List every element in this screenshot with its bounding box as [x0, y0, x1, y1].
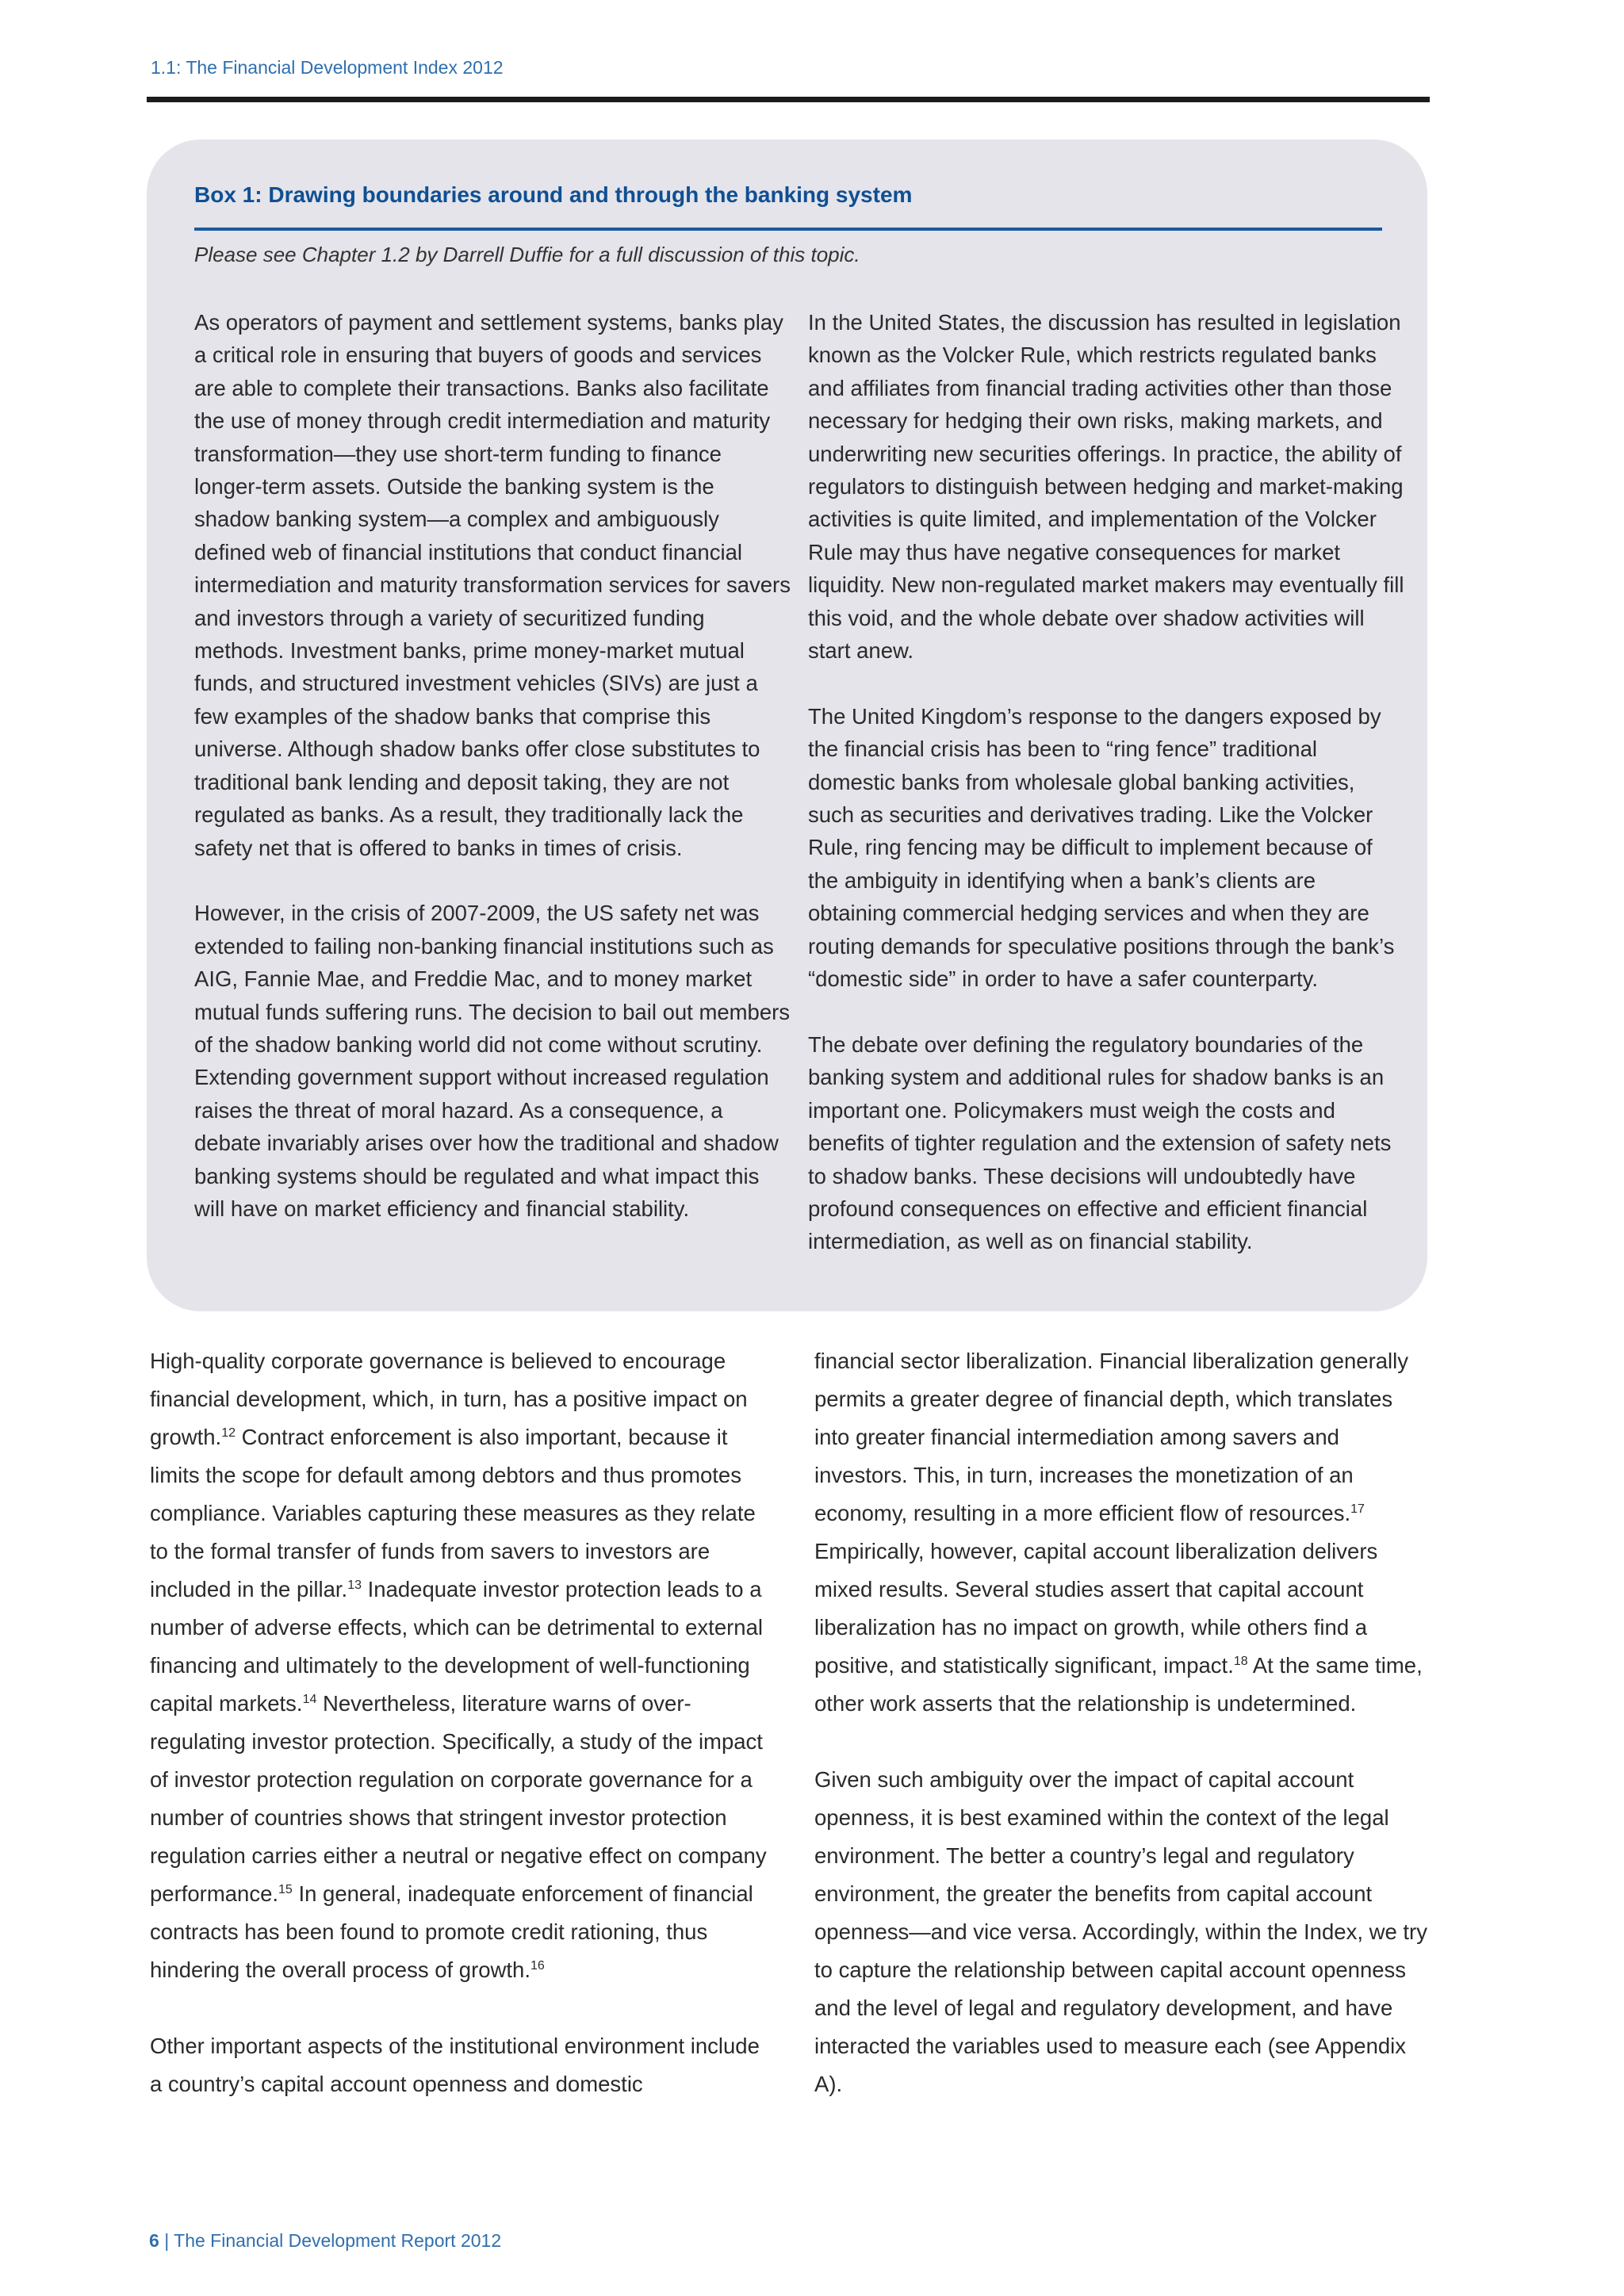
footnote-ref: 12: [221, 1425, 236, 1440]
text-run: Inadequate investor protection leads to a number of adverse effects, which can be detrimental to external financing and ultimately to the development of well-functioning capital markets.: [150, 1577, 763, 1716]
text-run: Contract enforcement is also important, because it limits the scope for default among debtors and thus promotes compliance. Variables capturing these measures as they relate to the formal transfer of funds from savers to investors are included in the pillar.: [150, 1425, 756, 1601]
footnote-ref: 13: [347, 1578, 362, 1592]
body-paragraph: Given such ambiguity over the impact of capital account openness, it is best examined within the context of the legal environment. The better a country’s legal and regulatory environment, the greater the benefits from capital account openness—and vice versa. Accordingly, within the Index, we try to capture the relationship between capital account openness and the level of legal and regulatory development, and have interacted the variables used to measure each (see Appendix A).: [814, 1767, 1427, 2096]
box-paragraph: The United Kingdom’s response to the dangers exposed by the financial crisis has been to “ring fence” traditional domestic banks from wholesale global banking activities, such as securities and derivatives trading. Like the Volcker Rule, ring fencing may be difficult to implement because of the ambiguity in identifying when a bank’s clients are obtaining commercial hedging services and when they are routing demands for speculative positions through the bank’s “domestic side” in order to have a safer counterparty.: [808, 703, 1395, 992]
body-right-column: [814, 1342, 1433, 2141]
body-paragraph: [150, 1342, 768, 1989]
footnote-ref: 15: [278, 1882, 293, 1896]
page-footer: [149, 2230, 501, 2252]
footnote-ref: 17: [1350, 1502, 1365, 1516]
text-run: Empirically, however, capital account liberalization delivers mixed results. Several studies assert that capital account liberalization has no impact on growth, while others find a positive, and statistically significant, impact.: [814, 1539, 1378, 1678]
footnote-ref: 14: [302, 1692, 317, 1706]
body-paragraph: Other important aspects of the institutional environment include a country’s capital account openness and domestic: [150, 2034, 760, 2096]
box-right-column: [808, 306, 1407, 1291]
body-paragraph: [814, 1342, 1433, 1723]
text-run: financial sector liberalization. Financial liberalization generally permits a greater degree of financial depth, which translates into greater financial intermediation among savers and investors. This, in turn, increases the monetization of an economy, resulting in a more efficient flow of resources.: [814, 1349, 1408, 1525]
header-rule: [147, 97, 1430, 102]
box-title: Box 1: Drawing boundaries around and through the banking system: [194, 182, 913, 207]
box-paragraph: The debate over defining the regulatory boundaries of the banking system and additional rules for shadow banks is an important one. Policymakers must weigh the costs and benefits of tighter regulation and the extension of safety nets to shadow banks. These decisions will undoubtedly have profound consequences on effective and efficient financial intermediation, as well as on financial stability.: [808, 1031, 1392, 1254]
box-subtitle: Please see Chapter 1.2 by Darrell Duffie for a full discussion of this topic.: [194, 243, 860, 266]
footnote-ref: 18: [1233, 1654, 1248, 1668]
body-left-column: [150, 1342, 768, 2141]
box-paragraph: In the United States, the discussion has resulted in legislation known as the Volcker Rule, which restricts regulated banks and affiliates from financial trading activities other than those necessary for hedging their own risks, making markets, and underwriting new securities offerings. In practice, the ability of regulators to distinguish between hedging and market-making activities is quite limited, and implementation of the Volcker Rule may thus have negative consequences for market liquidity. New non-regulated market makers may eventually fill this void, and the whole debate over shadow activities will start anew.: [808, 310, 1404, 664]
report-title: The Financial Development Report 2012: [174, 2230, 502, 2251]
running-head: 1.1: The Financial Development Index 2012: [151, 57, 504, 78]
text-run: In general, inadequate enforcement of financial contracts has been found to promote credit rationing, thus hindering the overall process of growth.: [150, 1881, 753, 1982]
text-run: At the same time, other work asserts that the relationship is undetermined.: [814, 1653, 1423, 1716]
footnote-ref: 16: [530, 1958, 545, 1973]
box-title-rule: [194, 228, 1382, 231]
box-left-column: [194, 306, 793, 1258]
footer-separator: |: [164, 2230, 170, 2251]
page-number: 6: [149, 2230, 159, 2251]
box-paragraph: However, in the crisis of 2007-2009, the US safety net was extended to failing non-banking financial institutions such as AIG, Fannie Mae, and Freddie Mac, and to money market mutual funds suffering runs. The decision to bail out members of the shadow banking world did not come without scrutiny. Extending government support without increased regulation raises the threat of moral hazard. As a consequence, a debate invariably arises over how the traditional and shadow banking systems should be regulated and what impact this will have on market efficiency and financial stability.: [194, 901, 791, 1221]
box-paragraph: As operators of payment and settlement systems, banks play a critical role in ensuring that buyers of goods and services are able to complete their transactions. Banks also facilitate the use of money through credit intermediation and maturity transformation—they use short-term funding to finance longer-term assets. Outside the banking system is the shadow banking system—a complex and ambiguously defined web of financial institutions that conduct financial intermediation and maturity transformation services for savers and investors through a variety of securitized funding methods. Investment banks, prime money-market mutual funds, and structured investment vehicles (SIVs) are just a few examples of the shadow banks that comprise this universe. Although shadow banks offer close substitutes to traditional bank lending and deposit taking, they are not regulated as banks. As a result, they traditionally lack the safety net that is offered to banks in times of crisis.: [194, 310, 791, 860]
text-run: Nevertheless, literature warns of over-regulating investor protection. Specifically, a study of the impact of investor protection regulation on corporate governance for a number of countries shows that stringent investor protection regulation carries either a neutral or negative effect on company performance.: [150, 1691, 767, 1906]
text-run: High-quality corporate governance is believed to encourage financial development, which, in turn, has a positive impact on growth.: [150, 1349, 748, 1449]
